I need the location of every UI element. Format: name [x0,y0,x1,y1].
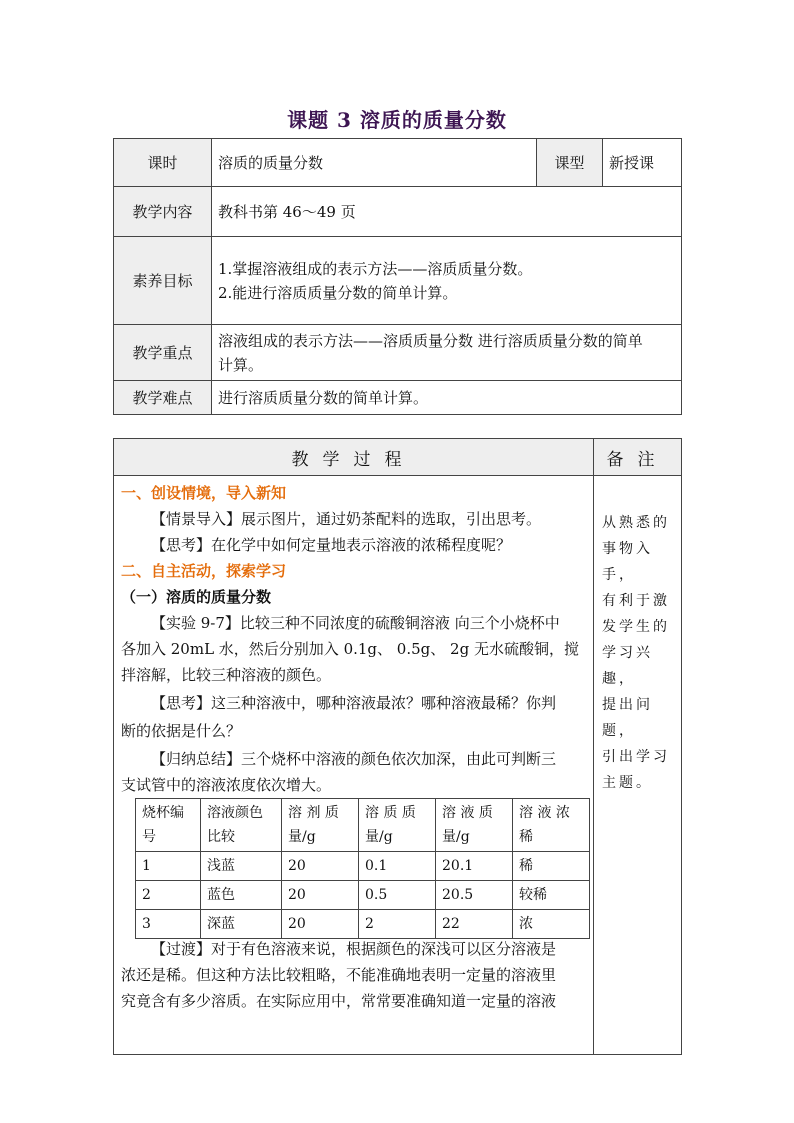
note-line: 发学生的 [602,619,670,635]
note-line: 有利于激 [602,593,670,609]
table-row [136,852,590,881]
header-cell: 溶 液 质 量/g [436,799,513,852]
process-line: 【情景导入】展示图片，通过奶茶配料的选取，引出思考。 [151,510,542,528]
table-cell: 2 [359,910,436,939]
content-value: 教科书第 46～49 页 [212,187,682,237]
table-cell: 20 [282,910,359,939]
process-line: 断的依据是什么？ [121,722,242,740]
content-label: 教学内容 [114,187,212,237]
process-line: 【实验 9-7】比较三种不同浓度的硫酸铜溶液 向三个小烧杯中 [151,614,560,632]
process-header: 教学过程 [114,439,594,476]
process-line: 【思考】在化学中如何定量地表示溶液的浓稀程度呢？ [151,536,512,554]
difficulty-value: 进行溶质质量分数的简单计算。 [212,381,682,415]
note-line: 从熟悉的 [602,515,670,531]
process-line: 【过渡】对于有色溶液来说，根据颜色的深浅可以区分溶液是 [151,940,557,958]
kexing-label: 课型 [537,139,603,187]
table-cell: 深蓝 [201,910,282,939]
process-line: 拌溶解，比较三种溶液的颜色。 [121,666,332,684]
table-cell: 20 [282,881,359,910]
table-cell: 20 [282,852,359,881]
goal-label: 素养目标 [114,237,212,325]
note-content [602,510,672,796]
experiment-table [135,798,590,939]
header-cell: 溶液颜色 比较 [201,799,282,852]
focus-label: 教学重点 [114,325,212,381]
table-cell: 0.5 [359,881,436,910]
process-line: 究竟含有多少溶质。在实际应用中，常常要准确知道一定量的溶液 [121,992,557,1010]
process-line: 各加入 20mL 水，然后分别加入 0.1g、 0.5g、 2g 无水硫酸铜，搅 [121,640,579,658]
kexing-value: 新授课 [603,139,682,187]
header-cell: 烧杯编 号 [136,799,201,852]
focus-value [212,325,682,381]
table-cell: 0.1 [359,852,436,881]
note-line: 引出学习 [602,749,670,765]
keshi-value: 溶质的质量分数 [212,139,537,187]
goal-line-1: 1.掌握溶液组成的表示方法——溶质质量分数。 [218,259,533,278]
header-cell: 溶 质 质 量/g [359,799,436,852]
note-line: 事物入手， [602,541,653,583]
note-line: 主题。 [602,775,653,791]
focus-line-1: 溶液组成的表示方法——溶质质量分数 进行溶质质量分数的简单 [218,331,643,350]
table-row [136,881,590,910]
table-cell: 蓝色 [201,881,282,910]
process-line: 【归纳总结】三个烧杯中溶液的颜色依次加深，由此可判断三 [151,750,557,768]
process-line: 浓还是稀。但这种方法比较粗略，不能准确地表明一定量的溶液里 [121,966,557,984]
table-cell: 稀 [513,852,590,881]
table-cell: 20.5 [436,881,513,910]
table-row [136,910,590,939]
focus-line-2: 计算。 [218,355,264,374]
table-cell: 20.1 [436,852,513,881]
course-info-table [113,138,682,415]
section-heading-1: 一、创设情境，导入新知 [121,484,287,502]
keshi-label: 课时 [114,139,212,187]
note-header: 备注 [594,439,682,476]
goal-value [212,237,682,325]
header-cell: 溶 液 浓 稀 [513,799,590,852]
goal-line-2: 2.能进行溶质质量分数的简单计算。 [218,283,458,302]
section-heading-2: 二、自主活动，探索学习 [121,562,287,580]
process-line: 【思考】这三种溶液中，哪种溶液最浓？哪种溶液最稀？你判 [151,694,557,712]
difficulty-label: 教学难点 [114,381,212,415]
header-cell: 溶 剂 质 量/g [282,799,359,852]
table-cell: 2 [136,881,201,910]
note-line: 学习兴趣， [602,645,653,687]
subsection-heading: （一）溶质的质量分数 [121,588,272,606]
table-cell: 3 [136,910,201,939]
page-title: 课题 3 溶质的质量分数 [287,108,507,132]
note-line: 提出问题， [602,697,653,739]
table-cell: 1 [136,852,201,881]
table-cell: 浅蓝 [201,852,282,881]
table-header-row [136,799,590,852]
process-line: 支试管中的溶液浓度依次增大。 [121,776,332,794]
table-cell: 22 [436,910,513,939]
table-cell: 较稀 [513,881,590,910]
table-cell: 浓 [513,910,590,939]
